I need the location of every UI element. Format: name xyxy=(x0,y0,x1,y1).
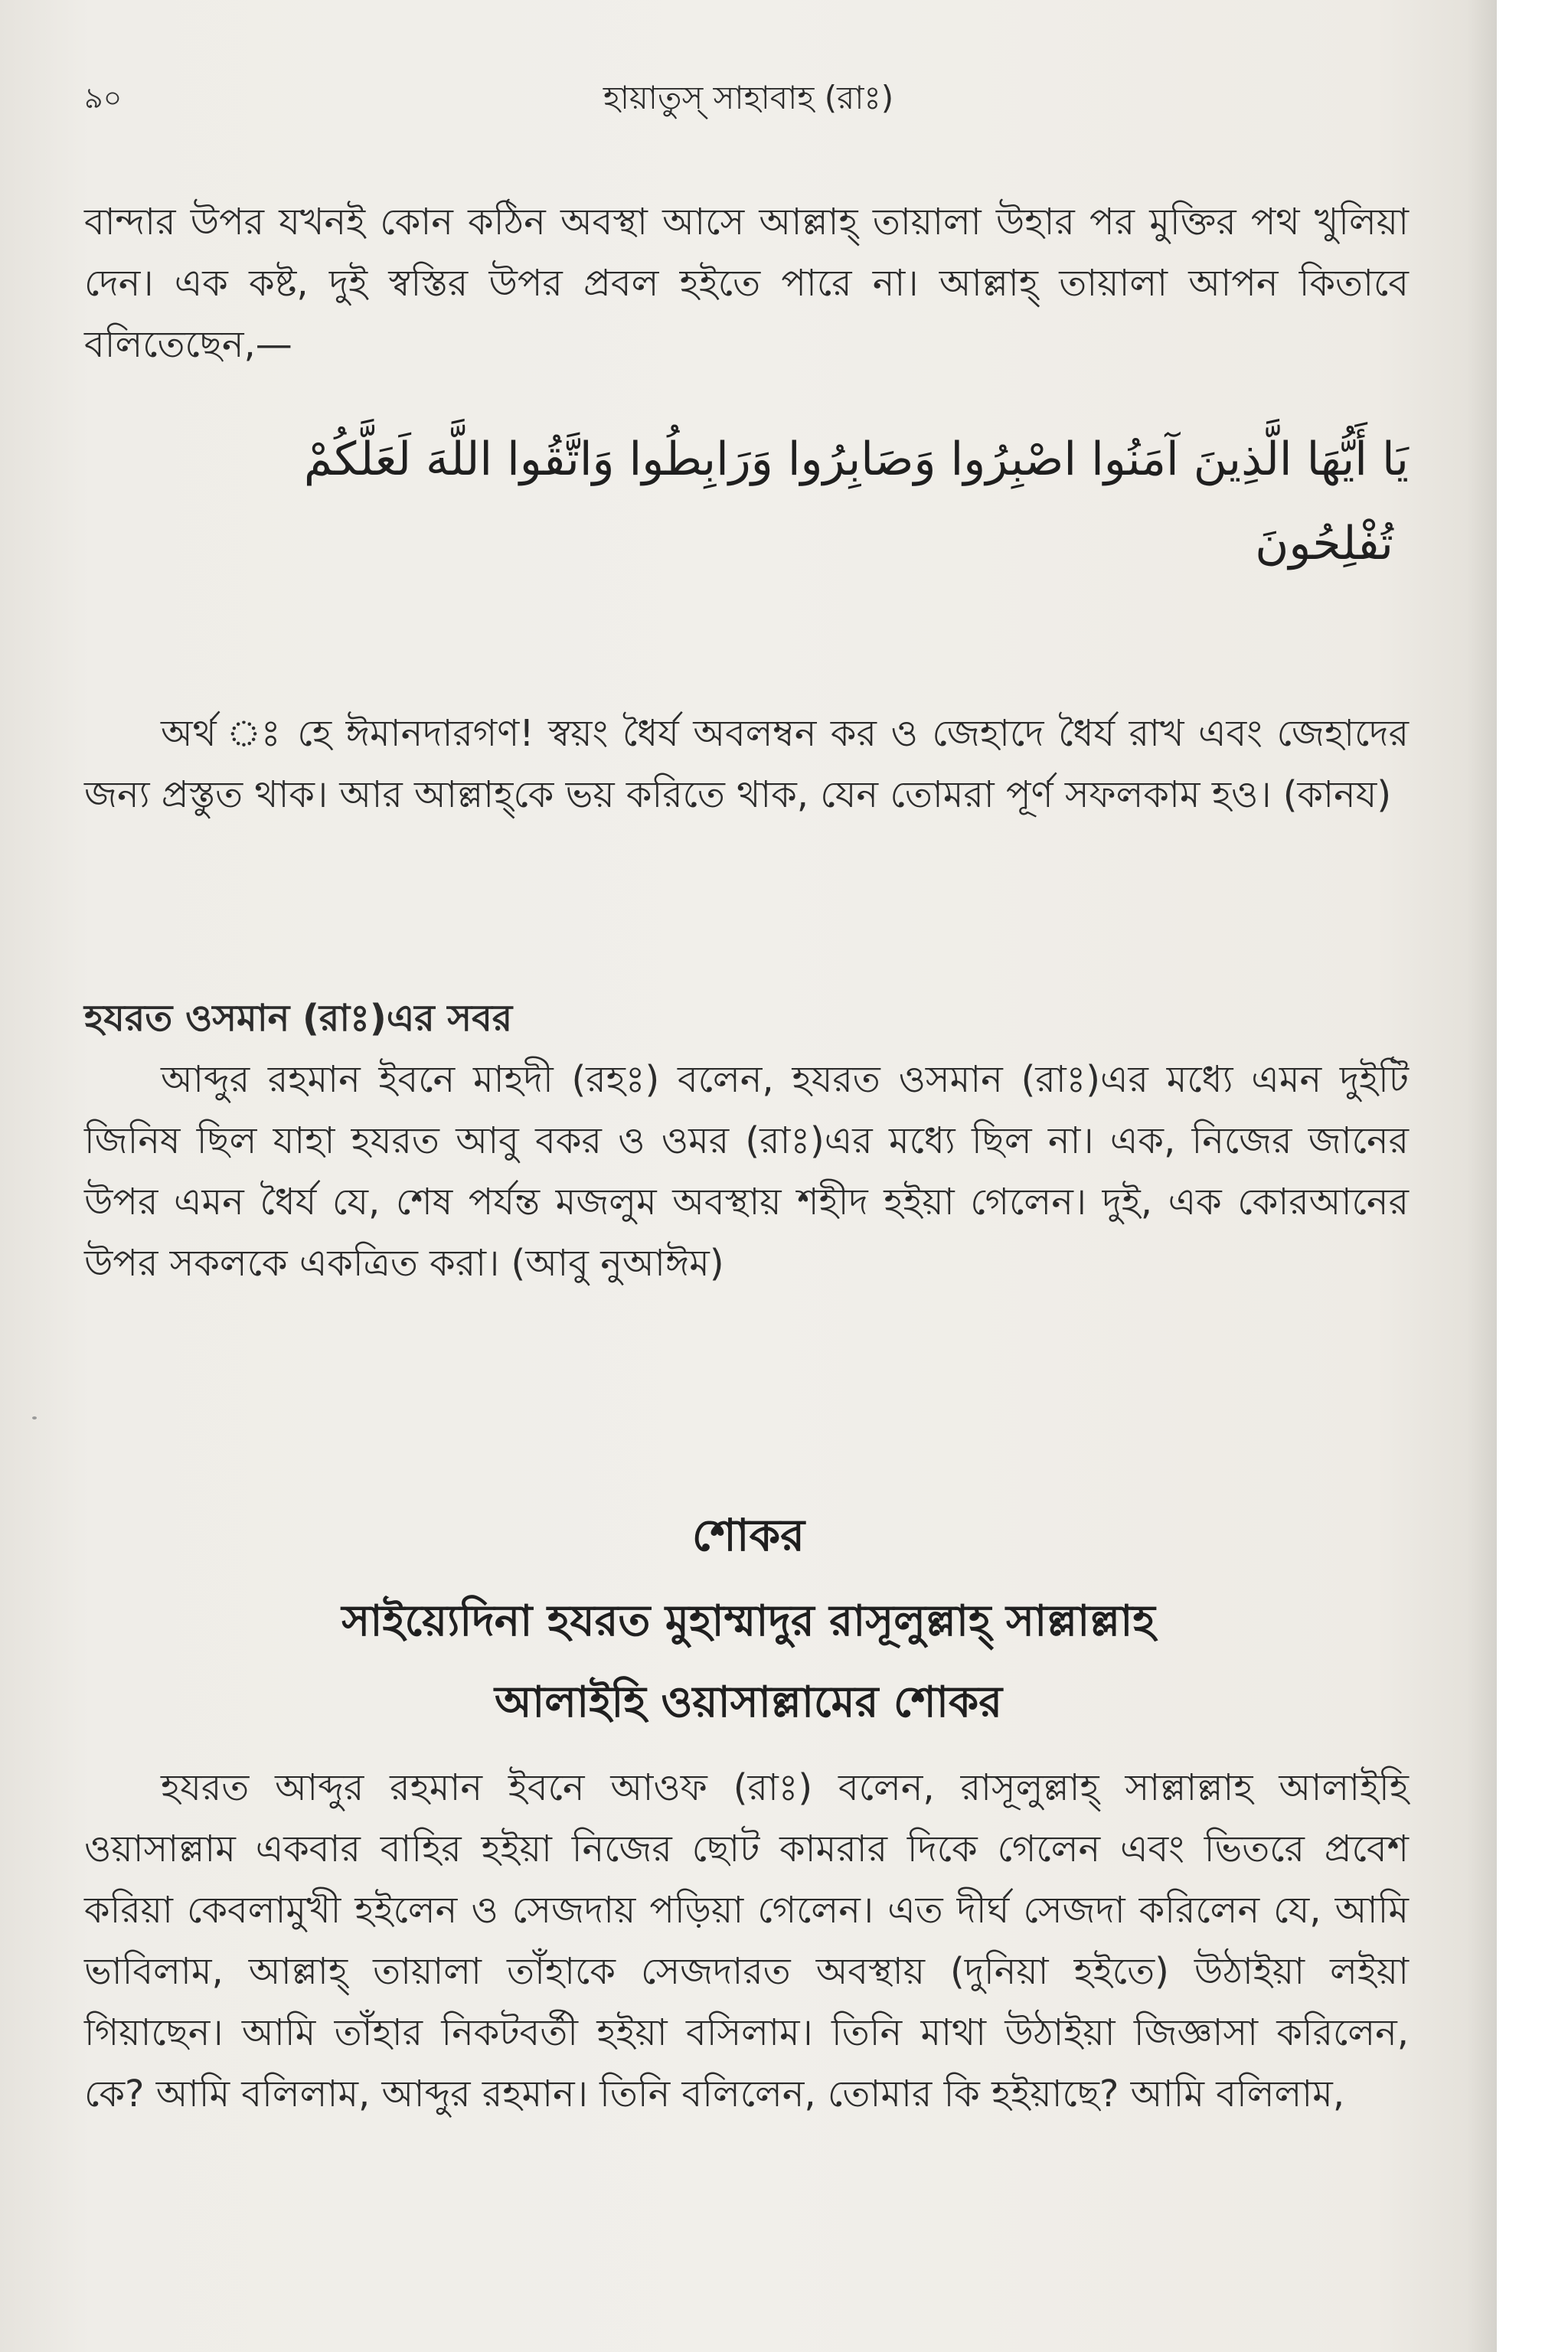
usman-paragraph: আব্দুর রহমান ইবনে মাহদী (রহঃ) বলেন, হযরত ওসমান (রাঃ)এর মধ্যে এমন দুইটি জিনিষ ছিল যাহা হযরত আবু বকর ও ওমর (রাঃ)এর মধ্যে ছিল না। এক, নিজের জানের উপর এমন ধৈর্য যে, শেষ পর্যন্ত মজলুম অবস্থায় শহীদ হইয়া গেলেন। দুই, এক কোরআনের উপর সকলকে একত্রিত করা। (আবু নুআঈম) xyxy=(84,1058,1409,1285)
meaning-block xyxy=(84,703,1409,825)
paper-speck xyxy=(32,1416,37,1419)
intro-paragraph: বান্দার উপর যখনই কোন কঠিন অবস্থা আসে আল্লাহ্ তায়ালা উহার পর মুক্তির পথ খুলিয়া দেন। এক কষ্ট, দুই স্বস্তির উপর প্রবল হইতে পারে না। আল্লাহ্ তায়ালা আপন কিতাবে বলিতেছেন,— xyxy=(84,201,1409,366)
shukr-paragraph: হযরত আব্দুর রহমান ইবনে আওফ (রাঃ) বলেন, রাসূলুল্লাহ্ সাল্লাল্লাহ আলাইহি ওয়াসাল্লাম একবার বাহির হইয়া নিজের ছোট কামরার দিকে গেলেন এবং ভিতরে প্রবেশ করিয়া কেবলামুখী হইলেন ও সেজদায় পড়িয়া গেলেন। এত দীর্ঘ সেজদা করিলেন যে, আমি ভাবিলাম, আল্লাহ্ তায়ালা তাঁহাকে সেজদারত অবস্থায় (দুনিয়া হইতে) উঠাইয়া লইয়া গিয়াছেন। আমি তাঁহার নিকটবর্তী হইয়া বসিলাম। তিনি মাথা উঠাইয়া জিজ্ঞাসা করিলেন, কে? আমি বলিলাম, আব্দুর রহমান। তিনি বলিলেন, তোমার কি হইয়াছে? আমি বলিলাম, xyxy=(84,1766,1409,2115)
page-header xyxy=(0,77,1497,130)
shukr-body-block xyxy=(84,1757,1409,2125)
shukr-subtitle-line-1: সাইয়্যেদিনা হযরত মুহাম্মাদুর রাসূলুল্লাহ্ সাল্লাল্লাহ xyxy=(341,1596,1155,1646)
usman-section xyxy=(84,988,1409,1294)
meaning-paragraph: অর্থ ঃ হে ঈমানদারগণ! স্বয়ং ধৈর্য অবলম্বন কর ও জেহাদে ধৈর্য রাখ এবং জেহাদের জন্য প্রস্তুত থাক। আর আল্লাহ্‌কে ভয় করিতে থাক, যেন তোমরা পূর্ণ সফলকাম হও। (কানয) xyxy=(84,712,1409,816)
usman-heading: হযরত ওসমান (রাঃ)এর সবর xyxy=(84,997,513,1040)
running-title: হায়াতুস্ সাহাবাহ (রাঃ) xyxy=(603,79,894,116)
verse-line-1: يَا أَيُّهَا الَّذِينَ آمَنُوا اصْبِرُوا وَصَابِرُوا وَرَابِطُوا وَاتَّقُوا اللَّهَ لَعَلَّكُمْ xyxy=(303,433,1409,486)
verse-line-2: تُفْلِحُونَ xyxy=(1255,517,1393,570)
page-number: ৯০ xyxy=(84,81,122,115)
intro-block xyxy=(84,191,1409,375)
quran-verse xyxy=(84,417,1409,586)
shukr-title: শোকর xyxy=(691,1509,805,1561)
shukr-subtitle-line-2: আলাইহি ওয়াসাল্লামের শোকর xyxy=(494,1677,1003,1727)
page-edge-shadow xyxy=(1466,0,1497,2352)
